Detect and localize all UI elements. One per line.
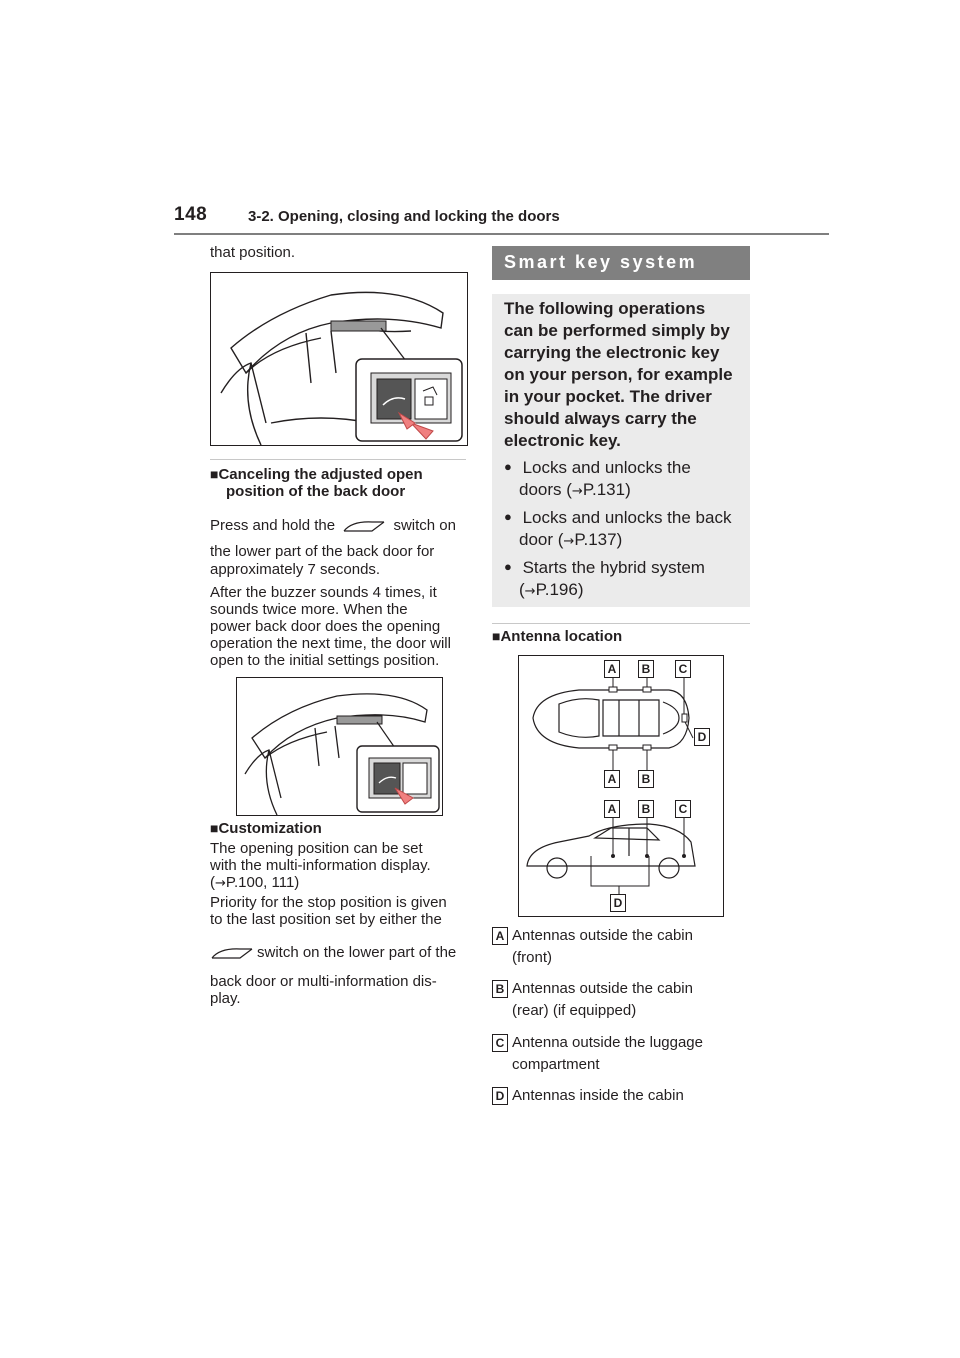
caption-line1: Antennas outside the cabin [512,980,693,997]
page-number: 148 [174,204,208,225]
bullet-icon: ● [504,509,512,524]
caption-line1: Antenna outside the luggage [512,1034,703,1051]
canceling-heading-line1: Canceling the adjusted open [218,466,423,483]
callout-d: D [694,728,710,746]
customization-heading [210,820,322,837]
customization-line6-text: switch on the lower part of the [257,944,457,961]
square-bullet-icon: ■ [210,820,219,836]
bullet-line2-pre: doors ( [519,480,572,499]
callout-c: C [675,660,691,678]
caption-line2: compartment [512,1056,600,1073]
customization-line2: with the multi-information display. [210,857,431,874]
caption-letter: D [492,1087,508,1105]
customization-line7: back door or multi-information dis- [210,973,437,990]
bullet-line1: Locks and unlocks the back [522,508,732,527]
caption-line2: (front) [512,949,553,966]
callout-a: A [604,770,620,788]
smart-key-intro-box [492,294,750,607]
callout-b: B [638,770,654,788]
callout-a: A [604,800,620,818]
canceling-para2-line4: operation the next time, the door will [210,635,451,652]
antenna-heading [492,628,622,645]
caption-text [512,1032,752,1076]
arrow-icon: → [524,584,536,599]
back-door-switch-icon [210,946,254,960]
customization-line6 [210,944,456,961]
intro-line6: should always carry the [504,409,697,428]
bullet-ref[interactable]: P.196) [535,580,584,599]
customization-line4: Priority for the stop position is given [210,894,447,911]
back-door-switch-icon [342,519,386,533]
section-title: 3-2. Opening, closing and locking the doors [248,208,560,225]
intro-tail: that position. [210,244,296,261]
bullet-icon: ● [504,459,512,474]
customization-heading-text: Customization [218,820,322,837]
canceling-para2-line5: open to the initial settings position. [210,652,440,669]
bullet-item [504,506,731,553]
antenna-car-illustration [519,656,723,916]
customization-line1: The opening position can be set [210,840,423,857]
caption-text [512,1085,752,1107]
intro-line5: in your pocket. The driver [504,387,712,406]
intro-line4: on your person, for example [504,365,733,384]
square-bullet-icon: ■ [492,628,501,644]
bullet-ref[interactable]: P.137) [574,530,623,549]
square-bullet-icon: ■ [210,466,219,482]
bullet-item [504,456,691,503]
callout-d: D [610,894,626,912]
bullet-line2-pre: door ( [519,530,564,549]
intro-line3: carrying the electronic key [504,343,720,362]
intro-line2: can be performed simply by [504,321,730,340]
callout-b: B [638,660,654,678]
section-divider-right [492,623,750,624]
bullet-icon: ● [504,559,512,574]
caption-line1: Antennas inside the cabin [512,1087,684,1104]
back-door-illustration-2 [237,678,442,815]
caption-letter: B [492,980,508,998]
bullet-ref[interactable]: P.131) [582,480,631,499]
caption-line1: Antennas outside the cabin [512,927,693,944]
caption-letter: C [492,1034,508,1052]
canceling-para2 [210,584,451,669]
caption-text [512,925,752,969]
back-door-illustration [211,273,467,445]
section-divider-left [210,459,466,460]
caption-line2: (rear) (if equipped) [512,1002,637,1019]
customization-tail [210,973,437,1007]
back-door-switch-figure-1 [210,272,468,446]
smart-key-title: Smart key system [504,252,698,272]
callout-b: B [638,800,654,818]
intro-line7: electronic key. [504,431,621,450]
antenna-heading-text: Antenna location [500,628,623,645]
bullet-item [504,556,705,603]
callout-a: A [604,660,620,678]
canceling-line3: approximately 7 seconds. [210,561,381,578]
bullet-line1: Locks and unlocks the [522,458,691,477]
arrow-icon: → [571,484,583,499]
back-door-switch-figure-2 [236,677,443,816]
smart-key-title-bar [492,246,750,280]
arrow-icon: → [215,876,226,891]
canceling-line2: the lower part of the back door for [210,543,435,560]
customization-line5: to the last position set by either the [210,911,442,928]
caption-letter: A [492,927,508,945]
canceling-line1-post: switch on [393,517,456,534]
customization-line8: play. [210,990,241,1007]
intro-line1: The following operations [504,299,706,318]
caption-text [512,978,752,1022]
canceling-para2-line1: After the buzzer sounds 4 times, it [210,584,437,601]
callout-c: C [675,800,691,818]
customization-body: The opening position can be set with the multi-information display. (→P.100, 111) [210,840,431,891]
canceling-line1-pre: Press and hold the [210,517,336,534]
smart-key-intro [504,298,733,452]
arrow-icon: → [563,534,575,549]
canceling-para2-line3: power back door does the opening [210,618,441,635]
antenna-location-diagram [518,655,724,917]
customization-ref[interactable]: P.100, 111) [225,874,300,891]
bullet-line2-pre: ( [519,580,525,599]
header-rule [174,233,829,235]
canceling-heading [210,466,423,500]
canceling-para2-line2: sounds twice more. When the [210,601,408,618]
customization-priority [210,894,447,928]
bullet-line1: Starts the hybrid system [522,558,705,577]
canceling-heading-line2: position of the back door [226,483,406,500]
canceling-line1 [210,517,456,534]
